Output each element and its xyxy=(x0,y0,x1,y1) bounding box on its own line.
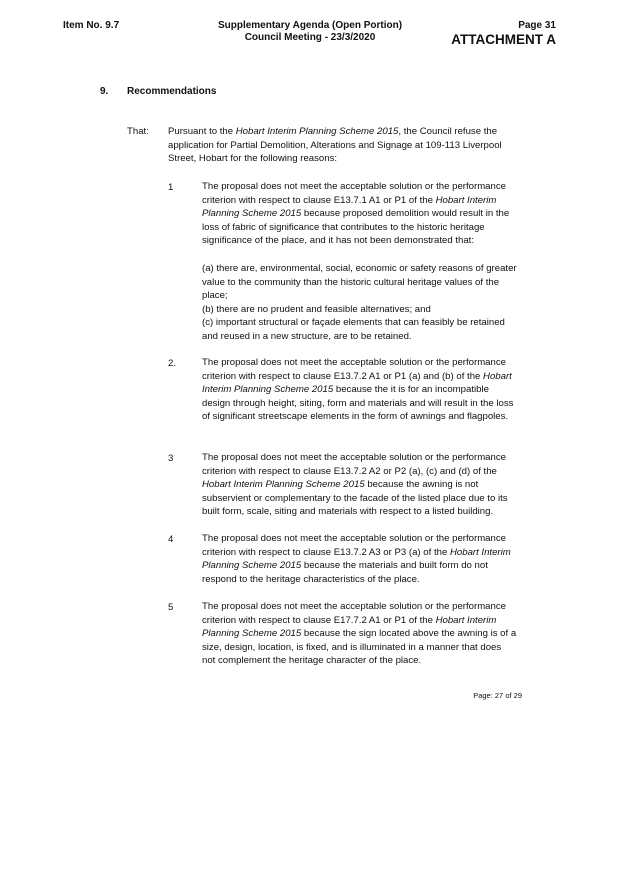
reason-text-pre: The proposal does not meet the acceptable solution or the performance criterion with respect to clause E13.7.2 A1 or P1 (a) and (b) of the xyxy=(202,357,506,382)
reason-number: 3 xyxy=(168,453,174,464)
agenda-header xyxy=(150,20,470,44)
intro-text-post: , the Council refuse the application for Partial Demolition, Alterations and Signage at 109-113 Liverpool Street, Hobart for the following reasons: xyxy=(168,126,502,165)
reason-number: 2. xyxy=(168,358,177,369)
reason-scheme-name: Hobart Interim Planning Scheme 2015 xyxy=(202,546,511,572)
reason-text xyxy=(202,180,517,248)
reason-text-pre: The proposal does not meet the acceptable solution or the performance criterion with respect to clause E13.7.2 A2 or P2 (a), (c) and (d) of the xyxy=(202,452,506,477)
sub-point-b: (b) there are no prudent and feasible alternatives; and xyxy=(202,303,431,315)
intro-text-pre: Pursuant to the xyxy=(168,126,236,137)
reason-scheme-name: Hobart Interim Planning Scheme 2015 xyxy=(202,614,497,640)
that-label: That: xyxy=(127,126,149,137)
meeting-date: Council Meeting - 23/3/2020 xyxy=(244,32,376,43)
reason-text xyxy=(202,451,517,519)
reason-text-pre: The proposal does not meet the acceptable solution or the performance criterion with respect to clause E13.7.1 A1 or P1 of the xyxy=(202,181,506,206)
sub-point-a: (a) there are, environmental, social, economic or safety reasons of greater value to the community than the historic cultural heritage values of the place; xyxy=(202,263,517,302)
reason-text xyxy=(202,356,517,424)
reason-text-pre: The proposal does not meet the acceptable solution or the performance criterion with respect to clause E13.7.2 A3 or P3 (a) of the xyxy=(202,533,506,558)
item-number: Item No. 9.7 xyxy=(63,20,120,31)
intro-paragraph xyxy=(168,125,513,166)
reason-text-post: because the sign located above the awning is of a size, design, location, is fixed, and is illuminated in a manner that does not complement the heritage character of the place. xyxy=(202,628,517,667)
section-number: 9. xyxy=(100,86,109,97)
reason-text xyxy=(202,532,517,586)
reason-text-post: because proposed demolition would result in the loss of fabric of significance that contributes to the historic heritage significance of the place, and it has not been demonstrated that: xyxy=(202,208,510,247)
agenda-title: Supplementary Agenda (Open Portion) xyxy=(217,20,403,31)
reason-scheme-name: Hobart Interim Planning Scheme 2015 xyxy=(202,370,512,396)
section-title: Recommendations xyxy=(127,86,217,97)
attachment-label: ATTACHMENT A xyxy=(451,32,556,47)
reason-text xyxy=(202,600,517,668)
page-number: Page 31 xyxy=(518,20,556,31)
reason-number: 1 xyxy=(168,182,174,193)
reason-scheme-name: Hobart Interim Planning Scheme 2015 xyxy=(202,194,497,220)
reason-text-post: because the awning is not subservient or complementary to the facade of the listed place due to its built form, scale, siting and materials with respect to a listed building. xyxy=(202,479,508,518)
reason-number: 4 xyxy=(168,534,174,545)
sub-point-list xyxy=(202,262,520,344)
reason-scheme-name: Hobart Interim Planning Scheme 2015 xyxy=(202,479,365,491)
reason-text-post: because the it is for an incompatible design through height, siting, form and materials and will result in the loss of significant streetscape elements in the form of awnings and flagpoles. xyxy=(202,384,514,423)
page-footer: Page: 27 of 29 xyxy=(473,691,522,700)
reason-number: 5 xyxy=(168,602,174,613)
intro-scheme-name: Hobart Interim Planning Scheme 2015 xyxy=(235,126,399,137)
reason-text-pre: The proposal does not meet the acceptable solution or the performance criterion with respect to clause E17.7.2 A1 or P1 of the xyxy=(202,601,506,626)
sub-point-c: (c) important structural or façade elements that can feasibly be retained and reused in a new structure, are to be retained. xyxy=(202,317,505,342)
page-header xyxy=(451,20,556,47)
reason-text-post: because the materials and built form do not respond to the heritage characteristics of the place. xyxy=(202,560,488,585)
